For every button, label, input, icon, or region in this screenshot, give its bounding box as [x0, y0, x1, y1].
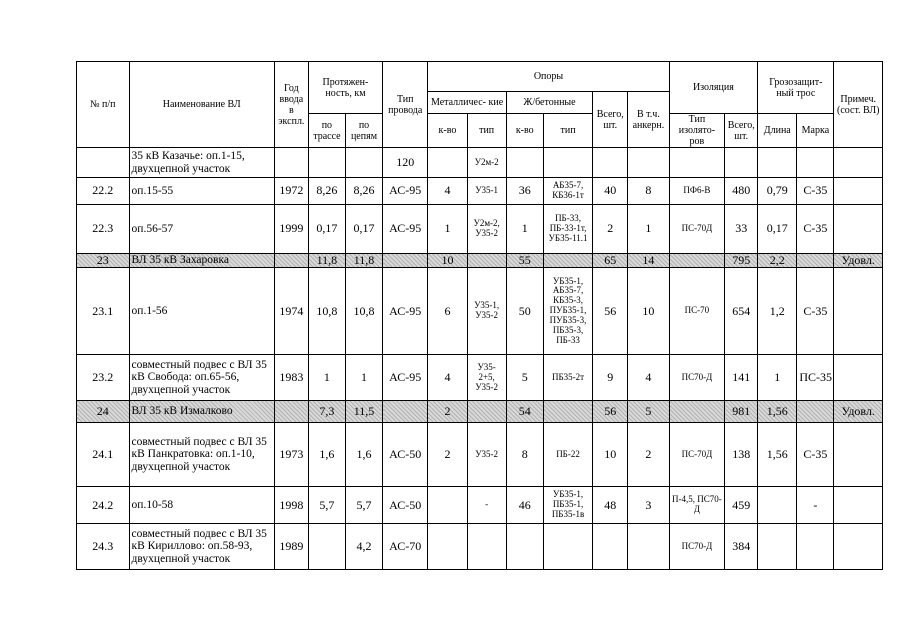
- header-name: Наименование ВЛ: [129, 62, 274, 148]
- line-name-cell: 35 кВ Казачье: оп.1-15, двухцепной участок: [129, 148, 274, 178]
- year-cell: 1998: [274, 487, 308, 524]
- year-cell: 1972: [274, 178, 308, 205]
- ground-wire-length-cell: [758, 148, 797, 178]
- metal-count-cell: 2: [428, 423, 467, 487]
- ground-wire-brand-cell: [797, 254, 834, 268]
- anchor-count-cell: [628, 524, 669, 570]
- anchor-count-cell: 2: [628, 423, 669, 487]
- table-row: [77, 148, 883, 178]
- year-cell: [274, 254, 308, 268]
- table-row: [77, 423, 883, 487]
- metal-type-cell: У35-2: [467, 423, 506, 487]
- supports-total-cell: 9: [593, 355, 628, 401]
- concrete-type-cell: ПБ-22: [543, 423, 592, 487]
- year-cell: [274, 148, 308, 178]
- concrete-type-cell: АБ35-7, КБ36-1т: [543, 178, 592, 205]
- line-name-cell: ВЛ 35 кВ Измалково: [129, 401, 274, 423]
- metal-count-cell: 4: [428, 178, 467, 205]
- ground-wire-brand-cell: [797, 401, 834, 423]
- anchor-count-cell: 10: [628, 268, 669, 355]
- ground-wire-length-cell: 1,2: [758, 268, 797, 355]
- header-metal-count: к-во: [428, 114, 467, 148]
- table-row: [77, 205, 883, 254]
- concrete-count-cell: 55: [506, 254, 543, 268]
- header-length-chain: по цепям: [345, 114, 382, 148]
- year-cell: 1999: [274, 205, 308, 254]
- note-cell: [834, 148, 883, 178]
- row-number-cell: 22.2: [77, 178, 130, 205]
- wire-type-cell: 120: [383, 148, 428, 178]
- ground-wire-length-cell: 0,79: [758, 178, 797, 205]
- insulation-total-cell: 795: [725, 254, 758, 268]
- length-chain-cell: 11,5: [345, 401, 382, 423]
- header-concrete-count: к-во: [506, 114, 543, 148]
- anchor-count-cell: 1: [628, 205, 669, 254]
- year-cell: 1989: [274, 524, 308, 570]
- insulation-total-cell: 654: [725, 268, 758, 355]
- metal-count-cell: 6: [428, 268, 467, 355]
- metal-type-cell: -: [467, 487, 506, 524]
- line-name-cell: совместный подвес с ВЛ 35 кВ Свобода: оп.65-56, двухцепной участок: [129, 355, 274, 401]
- supports-total-cell: 65: [593, 254, 628, 268]
- insulation-total-cell: 141: [725, 355, 758, 401]
- summary-row: [77, 254, 883, 268]
- row-number-cell: 23: [77, 254, 130, 268]
- length-chain-cell: 11,8: [345, 254, 382, 268]
- note-cell: [834, 355, 883, 401]
- table-row: [77, 268, 883, 355]
- metal-count-cell: 4: [428, 355, 467, 401]
- supports-total-cell: [593, 148, 628, 178]
- supports-total-cell: 10: [593, 423, 628, 487]
- concrete-count-cell: [506, 148, 543, 178]
- header-ground-wire: Грозозащит- ный трос: [758, 62, 834, 114]
- concrete-type-cell: УБ35-1, ПБ35-1, ПБ35-1в: [543, 487, 592, 524]
- concrete-type-cell: [543, 524, 592, 570]
- supports-total-cell: 48: [593, 487, 628, 524]
- insulation-total-cell: 459: [725, 487, 758, 524]
- concrete-count-cell: 8: [506, 423, 543, 487]
- metal-type-cell: У35-1: [467, 178, 506, 205]
- supports-total-cell: 56: [593, 268, 628, 355]
- row-number-cell: 23.1: [77, 268, 130, 355]
- concrete-type-cell: УБ35-1, АБ35-7, КБ35-3, ПУБ35-1, ПУБ35-3, ПБ35-3, ПБ-33: [543, 268, 592, 355]
- table-row: [77, 524, 883, 570]
- anchor-count-cell: [628, 148, 669, 178]
- wire-type-cell: АС-95: [383, 205, 428, 254]
- metal-count-cell: 1: [428, 205, 467, 254]
- concrete-count-cell: 36: [506, 178, 543, 205]
- wire-type-cell: [383, 401, 428, 423]
- concrete-type-cell: [543, 254, 592, 268]
- anchor-count-cell: 14: [628, 254, 669, 268]
- concrete-count-cell: [506, 524, 543, 570]
- insulator-type-cell: ПС-70Д: [669, 205, 725, 254]
- note-cell: [834, 487, 883, 524]
- wire-type-cell: АС-95: [383, 268, 428, 355]
- header-metal: Металличес- кие: [428, 92, 506, 114]
- ground-wire-length-cell: 1: [758, 355, 797, 401]
- length-route-cell: 10,8: [308, 268, 345, 355]
- header-supports: Опоры: [428, 62, 669, 92]
- length-route-cell: 1,6: [308, 423, 345, 487]
- concrete-count-cell: 50: [506, 268, 543, 355]
- metal-type-cell: У35-1, У35-2: [467, 268, 506, 355]
- header-insulation: Изоляция: [669, 62, 758, 114]
- ground-wire-brand-cell: С-35: [797, 423, 834, 487]
- header-concrete-type: тип: [543, 114, 592, 148]
- header-wire: Тип провода: [383, 62, 428, 148]
- note-cell: [834, 178, 883, 205]
- wire-type-cell: АС-50: [383, 423, 428, 487]
- ground-wire-brand-cell: С-35: [797, 205, 834, 254]
- row-number-cell: 23.2: [77, 355, 130, 401]
- length-route-cell: [308, 524, 345, 570]
- table-row: [77, 487, 883, 524]
- metal-count-cell: [428, 148, 467, 178]
- length-route-cell: 11,8: [308, 254, 345, 268]
- ground-wire-brand-cell: ПС-35: [797, 355, 834, 401]
- supports-total-cell: 2: [593, 205, 628, 254]
- ground-wire-length-cell: 0,17: [758, 205, 797, 254]
- year-cell: [274, 401, 308, 423]
- wire-type-cell: АС-70: [383, 524, 428, 570]
- wire-type-cell: АС-95: [383, 355, 428, 401]
- header-total-pcs: Всего, шт.: [593, 92, 628, 148]
- ground-wire-brand-cell: [797, 148, 834, 178]
- concrete-count-cell: 54: [506, 401, 543, 423]
- row-number-cell: 22.3: [77, 205, 130, 254]
- length-chain-cell: 10,8: [345, 268, 382, 355]
- metal-count-cell: 2: [428, 401, 467, 423]
- metal-type-cell: [467, 254, 506, 268]
- header-note: Примеч. (сост. ВЛ): [834, 62, 883, 148]
- summary-row: [77, 401, 883, 423]
- insulator-type-cell: ПС70-Д: [669, 355, 725, 401]
- metal-type-cell: У35-2+5, У35-2: [467, 355, 506, 401]
- length-chain-cell: [345, 148, 382, 178]
- header-length-route: по трассе: [308, 114, 345, 148]
- insulator-type-cell: ПФ6-В: [669, 178, 725, 205]
- concrete-type-cell: ПБ35-2т: [543, 355, 592, 401]
- row-number-cell: 24.3: [77, 524, 130, 570]
- ground-wire-length-cell: 1,56: [758, 401, 797, 423]
- year-cell: 1974: [274, 268, 308, 355]
- anchor-count-cell: 4: [628, 355, 669, 401]
- concrete-type-cell: [543, 148, 592, 178]
- insulation-total-cell: 480: [725, 178, 758, 205]
- ground-wire-brand-cell: -: [797, 487, 834, 524]
- concrete-count-cell: 46: [506, 487, 543, 524]
- line-name-cell: ВЛ 35 кВ Захаровка: [129, 254, 274, 268]
- header-insulation-total: Всего, шт.: [725, 114, 758, 148]
- supports-total-cell: 56: [593, 401, 628, 423]
- header-anchor: В т.ч. анкерн.: [628, 92, 669, 148]
- note-cell: [834, 205, 883, 254]
- wire-type-cell: АС-50: [383, 487, 428, 524]
- header-insulator-type: Тип изолято- ров: [669, 114, 725, 148]
- anchor-count-cell: 3: [628, 487, 669, 524]
- metal-type-cell: У2м-2: [467, 148, 506, 178]
- row-number-cell: [77, 148, 130, 178]
- metal-type-cell: У2м-2, У35-2: [467, 205, 506, 254]
- year-cell: 1973: [274, 423, 308, 487]
- metal-count-cell: [428, 487, 467, 524]
- metal-count-cell: 10: [428, 254, 467, 268]
- insulation-total-cell: 33: [725, 205, 758, 254]
- metal-count-cell: [428, 524, 467, 570]
- length-route-cell: 5,7: [308, 487, 345, 524]
- ground-wire-brand-cell: С-35: [797, 178, 834, 205]
- length-route-cell: 0,17: [308, 205, 345, 254]
- concrete-count-cell: 1: [506, 205, 543, 254]
- note-cell: Удовл.: [834, 254, 883, 268]
- anchor-count-cell: 5: [628, 401, 669, 423]
- note-cell: Удовл.: [834, 401, 883, 423]
- insulation-total-cell: 981: [725, 401, 758, 423]
- anchor-count-cell: 8: [628, 178, 669, 205]
- insulation-total-cell: 384: [725, 524, 758, 570]
- insulation-total-cell: [725, 148, 758, 178]
- ground-wire-length-cell: 2,2: [758, 254, 797, 268]
- insulator-type-cell: [669, 401, 725, 423]
- insulator-type-cell: [669, 148, 725, 178]
- ground-wire-length-cell: [758, 487, 797, 524]
- length-chain-cell: 1: [345, 355, 382, 401]
- ground-wire-brand-cell: [797, 524, 834, 570]
- length-chain-cell: 5,7: [345, 487, 382, 524]
- note-cell: [834, 524, 883, 570]
- insulator-type-cell: П-4,5, ПС70-Д: [669, 487, 725, 524]
- line-name-cell: совместный подвес с ВЛ 35 кВ Панкратовка: оп.1-10, двухцепной участок: [129, 423, 274, 487]
- note-cell: [834, 268, 883, 355]
- length-route-cell: [308, 148, 345, 178]
- line-name-cell: оп.56-57: [129, 205, 274, 254]
- wire-type-cell: АС-95: [383, 178, 428, 205]
- header-gw-brand: Марка: [797, 114, 834, 148]
- length-chain-cell: 4,2: [345, 524, 382, 570]
- table-row: [77, 178, 883, 205]
- length-route-cell: 1: [308, 355, 345, 401]
- insulator-type-cell: [669, 254, 725, 268]
- ground-wire-length-cell: 1,56: [758, 423, 797, 487]
- line-name-cell: оп.1-56: [129, 268, 274, 355]
- concrete-type-cell: [543, 401, 592, 423]
- power-lines-table: [76, 61, 883, 570]
- header-num: № п/п: [77, 62, 130, 148]
- header-metal-type: тип: [467, 114, 506, 148]
- concrete-count-cell: 5: [506, 355, 543, 401]
- note-cell: [834, 423, 883, 487]
- row-number-cell: 24: [77, 401, 130, 423]
- row-number-cell: 24.1: [77, 423, 130, 487]
- header-length: Протяжен- ность, км: [308, 62, 382, 114]
- insulator-type-cell: ПС70-Д: [669, 524, 725, 570]
- line-name-cell: оп.10-58: [129, 487, 274, 524]
- metal-type-cell: [467, 401, 506, 423]
- header-concrete: Ж/бетонные: [506, 92, 593, 114]
- year-cell: 1983: [274, 355, 308, 401]
- wire-type-cell: [383, 254, 428, 268]
- table-row: [77, 355, 883, 401]
- line-name-cell: оп.15-55: [129, 178, 274, 205]
- length-chain-cell: 0,17: [345, 205, 382, 254]
- header-gw-length: Длина: [758, 114, 797, 148]
- header-year: Год ввода в экспл.: [274, 62, 308, 148]
- concrete-type-cell: ПБ-33, ПБ-33-1т, УБ35-11.1: [543, 205, 592, 254]
- insulation-total-cell: 138: [725, 423, 758, 487]
- length-chain-cell: 1,6: [345, 423, 382, 487]
- length-chain-cell: 8,26: [345, 178, 382, 205]
- length-route-cell: 8,26: [308, 178, 345, 205]
- supports-total-cell: [593, 524, 628, 570]
- insulator-type-cell: ПС-70: [669, 268, 725, 355]
- supports-total-cell: 40: [593, 178, 628, 205]
- insulator-type-cell: ПС-70Д: [669, 423, 725, 487]
- ground-wire-length-cell: [758, 524, 797, 570]
- line-name-cell: совместный подвес с ВЛ 35 кВ Кириллово: оп.58-93, двухцепной участок: [129, 524, 274, 570]
- length-route-cell: 7,3: [308, 401, 345, 423]
- metal-type-cell: [467, 524, 506, 570]
- ground-wire-brand-cell: С-35: [797, 268, 834, 355]
- row-number-cell: 24.2: [77, 487, 130, 524]
